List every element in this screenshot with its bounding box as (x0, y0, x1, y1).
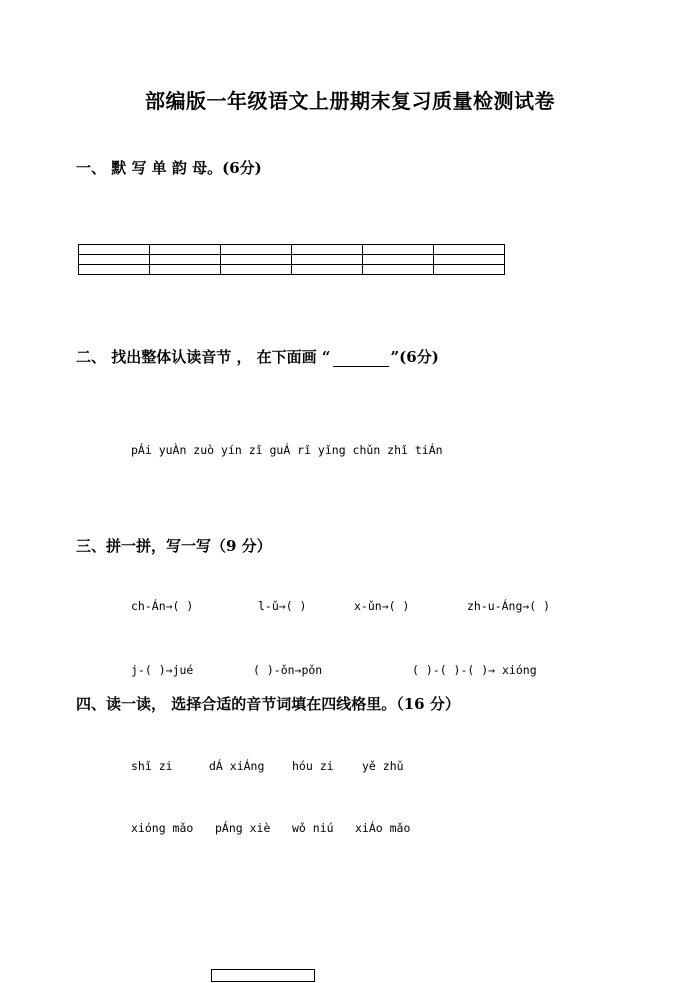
grid-row (79, 255, 505, 265)
grid-cell[interactable] (79, 265, 150, 275)
grid-cell[interactable] (363, 265, 434, 275)
grid-cell[interactable] (150, 255, 221, 265)
grid-cell[interactable] (434, 245, 505, 255)
word-item: xióng mǎo (131, 821, 194, 835)
grid-cell[interactable] (292, 245, 363, 255)
word-item: shǐ zi (131, 759, 173, 773)
word-item: hóu zi (292, 759, 334, 773)
grid-cell[interactable] (221, 265, 292, 275)
grid-row (79, 245, 505, 255)
syllable-list: pÁi yuÀn zuò yín zǐ guÁ rǐ yǐng chǔn zhǐ tiÁn (131, 443, 443, 457)
footer-box (211, 969, 315, 982)
grid-cell[interactable] (363, 255, 434, 265)
word-item: yě zhǔ (362, 759, 404, 773)
word-item: xiÁo mǎo (355, 821, 411, 835)
section-4-heading: 四、读一读， 选择合适的音节词填在四线格里。（16 分） (76, 695, 460, 713)
grid-row (79, 265, 505, 275)
section-1-heading: 一、 默 写 单 韵 母。(6分) (76, 159, 262, 177)
grid-cell[interactable] (150, 245, 221, 255)
page-title: 部编版一年级语文上册期末复习质量检测试卷 (145, 89, 555, 113)
spell-item: j-( )→jué (131, 663, 194, 677)
spell-item: ( )-ǒn→pǒn (253, 663, 323, 677)
spell-item: zh-u-Áng→( ) (467, 599, 551, 613)
spell-item: x-ǔn→( ) (354, 599, 410, 613)
grid-cell[interactable] (221, 255, 292, 265)
grid-cell[interactable] (292, 265, 363, 275)
grid-cell[interactable] (434, 265, 505, 275)
grid-cell[interactable] (363, 245, 434, 255)
open-quote: “ (321, 348, 331, 366)
word-item: pÁng xiè (215, 821, 271, 835)
section-2-heading (76, 346, 439, 367)
word-item: dÁ xiÁng (209, 759, 265, 773)
spell-item: ( )-( )-( )→ xióng (412, 663, 537, 677)
grid-cell[interactable] (79, 255, 150, 265)
spell-item: ch-Án→( ) (131, 599, 194, 613)
word-item: wǒ niú (292, 821, 334, 835)
answer-grid (78, 244, 505, 275)
section-3-heading: 三、拼一拼，写一写（9 分） (76, 537, 272, 555)
grid-cell[interactable] (434, 255, 505, 265)
spell-item: l-ǔ→( ) (258, 599, 307, 613)
section-2-heading-text: 二、 找出整体认读音节 ， 在下面画 (76, 348, 322, 366)
underline-mark (333, 352, 389, 367)
grid-cell[interactable] (221, 245, 292, 255)
grid-cell[interactable] (150, 265, 221, 275)
grid-cell[interactable] (292, 255, 363, 265)
close-quote-score: ”(6分) (390, 348, 439, 366)
grid-cell[interactable] (79, 245, 150, 255)
